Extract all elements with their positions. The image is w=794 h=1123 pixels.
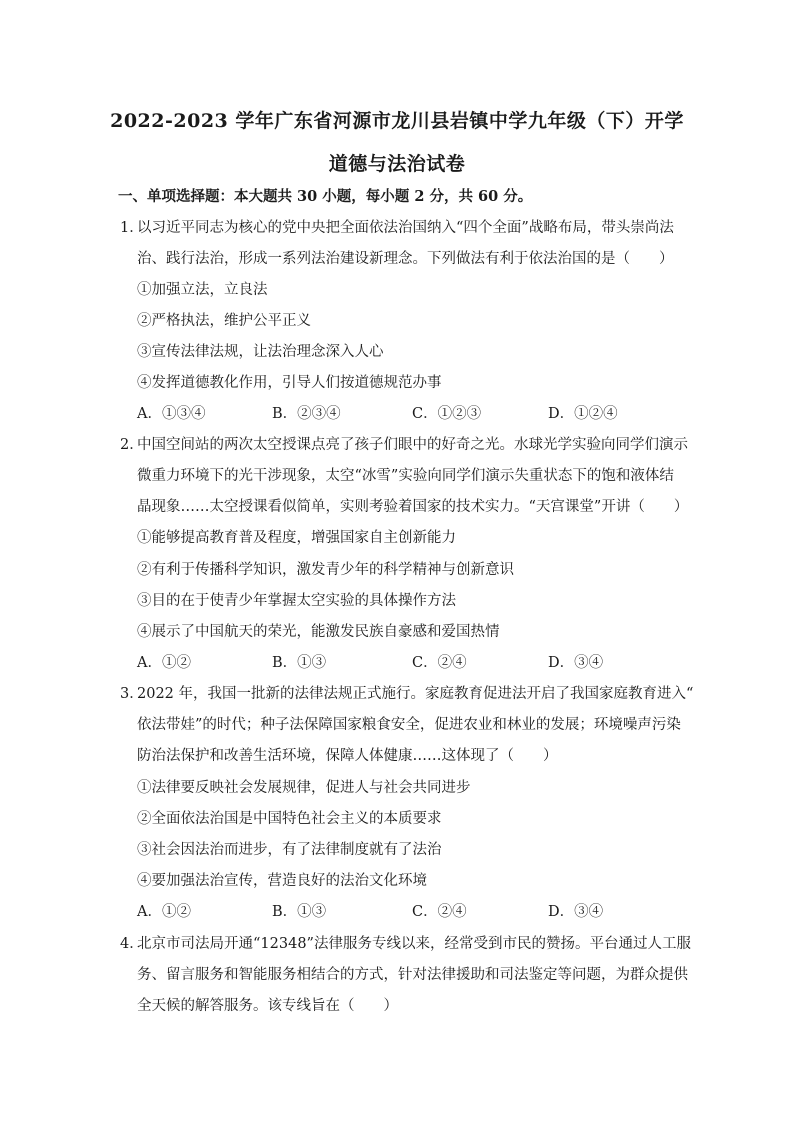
question-text: 晶现象……太空授课看似简单，实则考验着国家的技术实力。“天宫课堂”开讲（ ） <box>137 499 689 515</box>
question-number: 1． <box>120 220 144 236</box>
question-text: 北京市司法局开通“12348”法律服务专线以来，经常受到市民的赞扬。平台通过人工服 <box>137 936 691 952</box>
question-statement: ④要加强法治宣传，营造良好的法治文化环境 <box>137 873 427 889</box>
question-statement: ②有利于传播科学知识，激发青少年的科学精神与创新意识 <box>137 562 514 578</box>
question-statement: ④展示了中国航天的荣光，能激发民族自豪感和爱国热情 <box>137 624 500 640</box>
question-statement: ②全面依法治国是中国特色社会主义的本质要求 <box>137 811 442 827</box>
answer-option-c: C．①②③ <box>412 406 482 422</box>
exam-title-line-1: 2022-2023 学年广东省河源市龙川县岩镇中学九年级（下）开学 <box>110 110 684 132</box>
question-number: 3． <box>120 686 144 702</box>
question-text: 务、留言服务和智能服务相结合的方式，针对法律援助和司法鉴定等问题，为群众提供 <box>137 967 688 983</box>
answer-option-c: C．②④ <box>412 655 467 671</box>
question-number: 4． <box>120 936 144 952</box>
answer-option-b: B．②③④ <box>272 406 341 422</box>
answer-option-d: D．①②④ <box>548 406 618 422</box>
answer-option-c: C．②④ <box>412 904 467 920</box>
question-statement: ③社会因法治而进步，有了法律制度就有了法治 <box>137 842 442 858</box>
answer-option-b: B．①③ <box>272 655 327 671</box>
question-statement: ④发挥道德教化作用，引导人们按道德规范办事 <box>137 375 442 391</box>
answer-option-a: A．①③④ <box>137 406 206 422</box>
question-statement: ①加强立法，立良法 <box>137 282 268 298</box>
question-text: 微重力环境下的光干涉现象，太空“冰雪”实验向同学们演示失重状态下的饱和液体结 <box>137 468 674 484</box>
question-statement: ②严格执法，维护公平正义 <box>137 313 311 329</box>
exam-title-line-2: 道德与法治试卷 <box>328 153 466 175</box>
question-statement: ①能够提高教育普及程度，增强国家自主创新能力 <box>137 530 456 546</box>
question-text: 全天候的解答服务。该专线旨在（ ） <box>137 998 398 1014</box>
answer-option-b: B．①③ <box>272 904 327 920</box>
question-text: 中国空间站的两次太空授课点亮了孩子们眼中的好奇之光。水球光学实验向同学们演示 <box>137 437 688 453</box>
question-text: 防治法保护和改善生活环境，保障人体健康……这体现了（ ） <box>137 748 558 764</box>
question-statement: ①法律要反映社会发展规律，促进人与社会共同进步 <box>137 780 471 796</box>
question-text: 治、践行法治，形成一系列法治建设新理念。下列做法有利于依法治国的是（ ） <box>137 251 674 267</box>
question-statement: ③宣传法律法规，让法治理念深入人心 <box>137 344 384 360</box>
answer-option-d: D．③④ <box>548 904 604 920</box>
answer-option-d: D．③④ <box>548 655 604 671</box>
question-text: 依法带娃”的时代；种子法保障国家粮食安全，促进农业和林业的发展；环境噪声污染 <box>137 717 681 733</box>
question-statement: ③目的在于使青少年掌握太空实验的具体操作方法 <box>137 593 456 609</box>
question-number: 2． <box>120 437 144 453</box>
question-text: 以习近平同志为核心的党中央把全面依法治国纳入“四个全面”战略布局，带头崇尚法 <box>137 220 674 236</box>
question-text: 2022 年，我国一批新的法律法规正式施行。家庭教育促进法开启了我国家庭教育进入“ <box>137 686 694 702</box>
section-heading: 一、单项选择题：本大题共 30 小题，每小题 2 分，共 60 分。 <box>118 188 533 205</box>
answer-option-a: A．①② <box>137 904 191 920</box>
answer-option-a: A．①② <box>137 655 191 671</box>
